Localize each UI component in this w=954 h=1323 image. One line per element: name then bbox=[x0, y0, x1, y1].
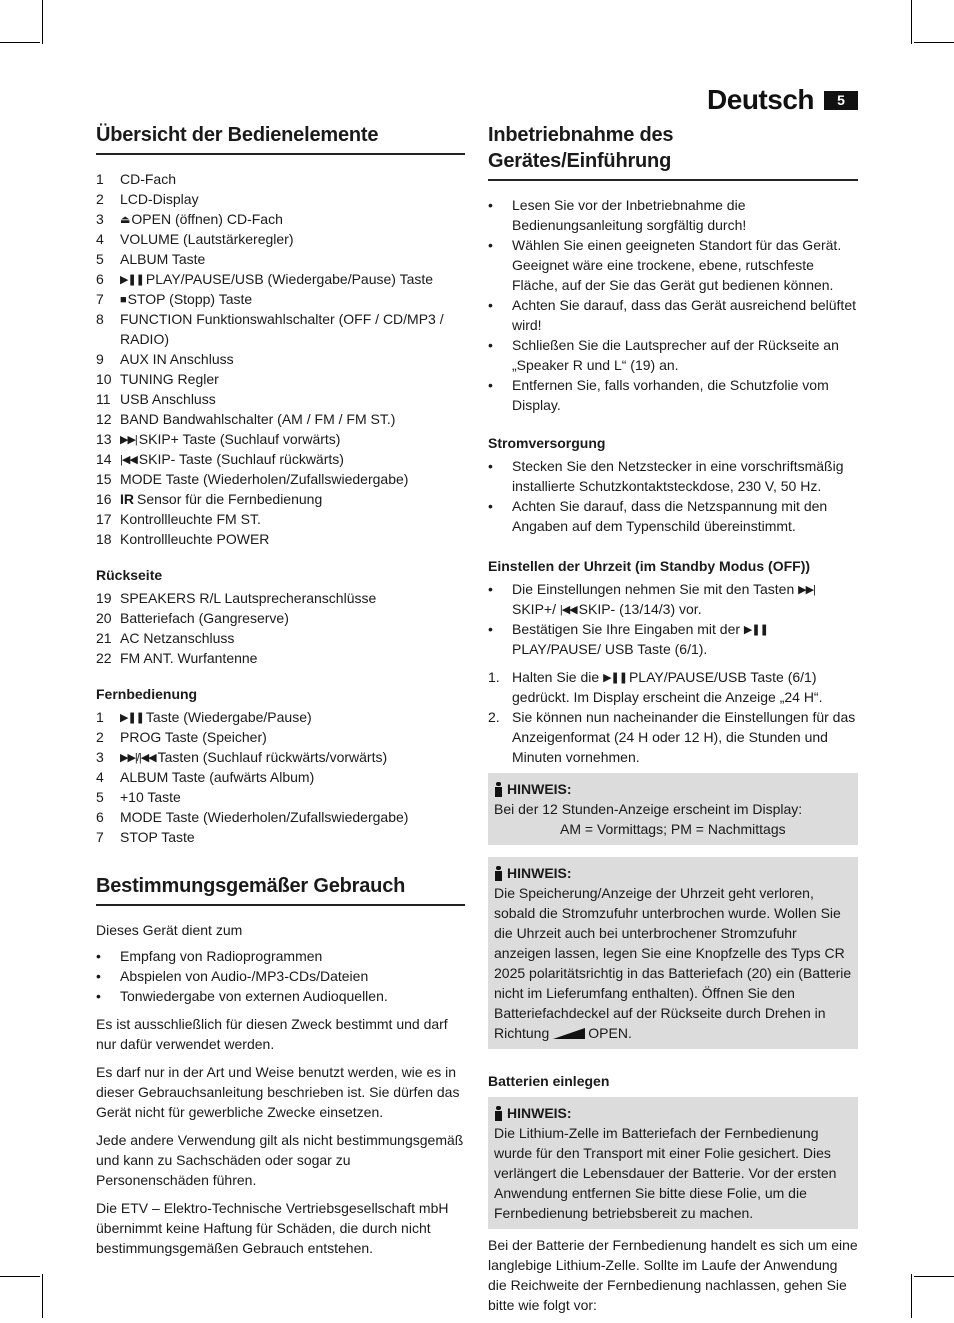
usage-paragraph: Die ETV – Elektro-Technische Vertriebsgesellschaft mbH übernimmt keine Haftung für Schäden, die durch nicht bestimmungsgemäßen Gebrauch entstehen. bbox=[96, 1200, 449, 1256]
list-item: • Abspielen von Audio-/MP3-CDs/Dateien bbox=[96, 968, 369, 984]
crop-mark bbox=[911, 1274, 912, 1318]
control-symbol-icon: ▶❚❚ bbox=[120, 274, 144, 286]
list-item: 7 STOP Taste bbox=[96, 829, 195, 845]
list-item: 4 VOLUME (Lautstärkeregler) bbox=[96, 231, 294, 247]
list-item: • Die Einstellungen nehmen Sie mit den Tasten ▶▶|SKIP+/ |◀◀ SKIP- (13/14/3) vor. bbox=[488, 581, 815, 617]
usage-paragraph: Es darf nur in der Art und Weise benutzt werden, wie es in dieser Gebrauchsanleitung beschrieben ist. Sie dürfen das Gerät nicht für gewerbliche Zwecke einsetzen. bbox=[96, 1064, 460, 1120]
list-item: 19 SPEAKERS R/L Lautsprecheranschlüsse bbox=[96, 590, 377, 606]
crop-mark bbox=[42, 1274, 43, 1318]
control-symbol-icon: ⏏ bbox=[120, 214, 130, 226]
control-symbol-icon: |◀◀ bbox=[120, 454, 137, 466]
usage-paragraph: Es ist ausschließlich für diesen Zweck bestimmt und darf nur dafür verwendet werden. bbox=[96, 1016, 448, 1052]
rear-list bbox=[96, 588, 465, 668]
clock-bullets bbox=[488, 579, 858, 659]
list-item: 13 ▶▶| SKIP+ Taste (Suchlauf vorwärts) bbox=[96, 431, 341, 447]
info-icon bbox=[494, 782, 503, 797]
note-box: HINWEIS: Die Lithium-Zelle im Batteriefach der Fernbedienung wurde für den Transport mit einer Folie gesichert. Dies verlängert die Lebensdauer der Batterie. Vor der ersten Anwendung entfernen Sie bitte diese Folie, um die Fernbedienung betriebsbereit zu machen. bbox=[488, 1097, 858, 1229]
play-pause-icon: ▶❚❚ bbox=[603, 672, 627, 684]
crop-mark bbox=[914, 1276, 954, 1277]
list-item: 4 ALBUM Taste (aufwärts Album) bbox=[96, 769, 315, 785]
list-item: 2. Sie können nun nacheinander die Einstellungen für das Anzeigenformat (24 H oder 12 H), die Stunden und Minuten vornehmen. bbox=[488, 709, 856, 765]
note-box: HINWEIS: Bei der 12 Stunden-Anzeige erscheint im Display: AM = Vormittags; PM = Nachmittags bbox=[488, 773, 858, 845]
crop-mark bbox=[42, 0, 43, 44]
list-item: 3 ▶▶|/|◀◀ Tasten (Suchlauf rückwärts/vorwärts) bbox=[96, 749, 388, 765]
setup-bullets bbox=[488, 195, 858, 415]
clock-heading: Einstellen der Uhrzeit (im Standby Modus (OFF)) bbox=[488, 558, 811, 574]
list-item: 6 ▶❚❚ PLAY/PAUSE/USB (Wiedergabe/Pause) Taste bbox=[96, 271, 434, 287]
list-item: 20 Batteriefach (Gangreserve) bbox=[96, 610, 289, 626]
usage-heading: Bestimmungsgemäßer Gebrauch bbox=[96, 873, 465, 906]
list-item: • Entfernen Sie, falls vorhanden, die Schutzfolie vom Display. bbox=[488, 377, 829, 413]
list-item: 14 |◀◀ SKIP- Taste (Suchlauf rückwärts) bbox=[96, 451, 344, 467]
play-pause-icon: ▶❚❚ bbox=[743, 624, 768, 636]
setup-heading: Inbetriebnahme des Gerätes/Einführung bbox=[488, 122, 858, 181]
skip-forward-icon: ▶▶| bbox=[798, 584, 815, 596]
list-item: 9 AUX IN Anschluss bbox=[96, 351, 234, 367]
list-item: 15 MODE Taste (Wiederholen/Zufallswiedergabe) bbox=[96, 471, 409, 487]
list-item: 2 PROG Taste (Speicher) bbox=[96, 729, 267, 745]
list-item: 1. Halten Sie die ▶❚❚ PLAY/PAUSE/USB Taste (6/1) gedrückt. Im Display erscheint die Anzeige „24 H“. bbox=[488, 669, 823, 705]
control-symbol-icon: ▶▶| bbox=[120, 434, 137, 446]
remote-list bbox=[96, 707, 465, 847]
control-symbol-icon: ▶❚❚ bbox=[120, 712, 144, 724]
list-item: • Stecken Sie den Netzstecker in eine vorschriftsmäßig installierte Schutzkontaktsteckdose, 230 V, 50 Hz. bbox=[488, 458, 844, 494]
list-item: 2 LCD-Display bbox=[96, 191, 199, 207]
list-item: 3 ⏏ OPEN (öffnen) CD-Fach bbox=[96, 211, 283, 227]
control-symbol-icon: ▶▶|/|◀◀ bbox=[120, 752, 156, 764]
battery-paragraph: Bei der Batterie der Fernbedienung handelt es sich um eine langlebige Lithium-Zelle. Sollte im Laufe der Anwendung die Reichweite der Fernbedienung nachlassen, gehen Sie bitte wie folgt vor: bbox=[488, 1237, 858, 1313]
usage-bullets bbox=[96, 946, 465, 1006]
rear-heading: Rückseite bbox=[96, 567, 163, 583]
power-bullets bbox=[488, 456, 858, 536]
info-icon bbox=[494, 1106, 503, 1121]
remote-heading: Fernbedienung bbox=[96, 686, 198, 702]
list-item: 17 Kontrollleuchte FM ST. bbox=[96, 511, 261, 527]
list-item: 18 Kontrollleuchte POWER bbox=[96, 531, 270, 547]
info-icon bbox=[494, 866, 503, 881]
list-item: • Achten Sie darauf, dass die Netzspannung mit den Angaben auf dem Typenschild übereinstimmt. bbox=[488, 498, 828, 534]
crop-mark bbox=[0, 42, 40, 43]
skip-back-icon: |◀◀ bbox=[559, 604, 577, 616]
list-item: 12 BAND Bandwahlschalter (AM / FM / FM ST.) bbox=[96, 411, 396, 427]
list-item: • Empfang von Radioprogrammen bbox=[96, 948, 323, 964]
usage-intro: Dieses Gerät dient zum bbox=[96, 922, 243, 938]
crop-mark bbox=[0, 1276, 40, 1277]
list-item: 5 +10 Taste bbox=[96, 789, 181, 805]
list-item: 6 MODE Taste (Wiederholen/Zufallswiedergabe) bbox=[96, 809, 409, 825]
list-item: • Lesen Sie vor der Inbetriebnahme die Bedienungsanleitung sorgfältig durch! bbox=[488, 197, 747, 233]
list-item: 1 CD-Fach bbox=[96, 171, 177, 187]
list-item: • Achten Sie darauf, dass das Gerät ausreichend belüftet wird! bbox=[488, 297, 856, 333]
list-item: 8 FUNCTION Funktionswahlschalter (OFF / CD/MP3 / RADIO) bbox=[96, 311, 444, 347]
power-heading: Stromversorgung bbox=[488, 435, 606, 451]
list-item: 5 ALBUM Taste bbox=[96, 251, 206, 267]
right-column bbox=[488, 122, 858, 1323]
list-item: • Wählen Sie einen geeigneten Standort für das Gerät. Geeignet wäre eine trockene, ebene, rutschfeste Fläche, auf der Sie das Gerät gut bedienen können. bbox=[488, 237, 842, 293]
page-number: 5 bbox=[824, 91, 858, 110]
clock-steps bbox=[488, 667, 858, 767]
list-item: 10 TUNING Regler bbox=[96, 371, 219, 387]
usage-paragraph: Jede andere Verwendung gilt als nicht bestimmungsgemäß und kann zu Sachschäden oder sogar zu Personenschäden führen. bbox=[96, 1132, 464, 1188]
list-item: 7 ■ STOP (Stopp) Taste bbox=[96, 291, 253, 307]
list-item: 21 AC Netzanschluss bbox=[96, 630, 235, 646]
control-symbol-icon: IR bbox=[120, 491, 134, 507]
battery-heading: Batterien einlegen bbox=[488, 1073, 610, 1089]
list-item: • Schließen Sie die Lautsprecher auf der Rückseite an „Speaker R und L“ (19) an. bbox=[488, 337, 839, 373]
list-item: 1 ▶❚❚ Taste (Wiedergabe/Pause) bbox=[96, 709, 312, 725]
controls-list bbox=[96, 169, 465, 549]
controls-heading: Übersicht der Bedienelemente bbox=[96, 122, 465, 155]
list-item: 16 IR Sensor für die Fernbedienung bbox=[96, 491, 323, 507]
list-item: 11 USB Anschluss bbox=[96, 391, 216, 407]
crop-mark bbox=[911, 0, 912, 44]
page-header bbox=[707, 84, 858, 116]
list-item: • Bestätigen Sie Ihre Eingaben mit der ▶❚❚PLAY/PAUSE/ USB Taste (6/1). bbox=[488, 621, 768, 657]
left-column bbox=[96, 122, 465, 1266]
crop-mark bbox=[914, 42, 954, 43]
list-item: • Tonwiedergabe von externen Audioquellen. bbox=[96, 988, 388, 1004]
rotate-direction-icon bbox=[553, 1028, 585, 1039]
note-box: HINWEIS: Die Speicherung/Anzeige der Uhrzeit geht verloren, sobald die Stromzufuhr unterbrochen wurde. Wollen Sie die Uhrzeit auch bei unterbrochener Stromzufuhr anzeigen lassen, legen Sie eine Knopfzelle des Typs CR 2025 polaritätsrichtig in das Batteriefach (20) ein (Batterie nicht im Lieferumfang enthalten). Öffnen Sie den Batteriefachdeckel auf der Rückseite durch Drehen in Richtung OPEN. bbox=[488, 857, 858, 1049]
list-item: 22 FM ANT. Wurfantenne bbox=[96, 650, 258, 666]
language-title: Deutsch bbox=[707, 84, 814, 115]
control-symbol-icon: ■ bbox=[120, 294, 126, 306]
